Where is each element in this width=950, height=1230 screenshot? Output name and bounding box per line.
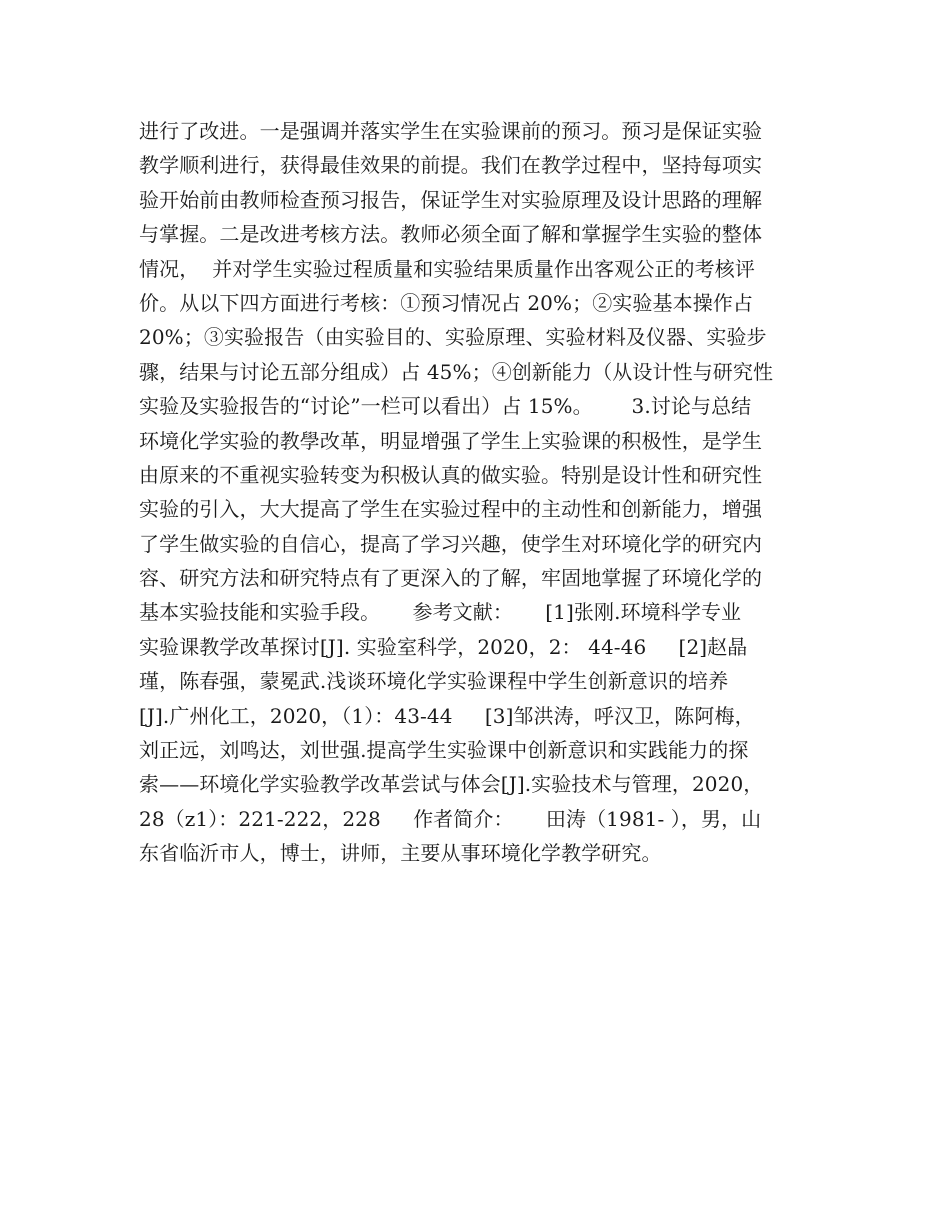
text-line: 20%；③实验报告（由实验目的、实验原理、实验材料及仪器、实验步 [139, 325, 767, 350]
text-line: 容、研究方法和研究特点有了更深入的了解，牢固地掌握了环境化学的 [139, 566, 763, 591]
text-line: 瑾，陈春强，蒙冕武.浅谈环境化学实验课程中学生创新意识的培养 [139, 669, 729, 694]
text-line: 教学顺利进行，获得最佳效果的前提。我们在教学过程中，坚持每项实 [139, 153, 763, 178]
text-line: 环境化学实验的教學改革，明显增强了学生上实验课的积极性，是学生 [139, 428, 763, 453]
text-line: 实验课教学改革探讨[J]. 实验室科学，2020，2： 44-46 [2]赵晶 [139, 634, 748, 659]
body-text [139, 114, 829, 871]
text-line: 了学生做实验的自信心，提高了学习兴趣，使学生对环境化学的研究内 [139, 531, 763, 556]
text-line: 骤，结果与讨论五部分组成）占 45%；④创新能力（从设计性与研究性 [139, 359, 774, 384]
text-line: 与掌握。二是改进考核方法。教师必须全面了解和掌握学生实验的整体 [139, 222, 763, 247]
text-line: 东省临沂市人，博士，讲师，主要从事环境化学教学研究。 [139, 841, 662, 866]
text-line: 实验及实验报告的“讨论”一栏可以看出）占 15%。 3.讨论与总结 [139, 394, 752, 419]
text-line: 价。从以下四方面进行考核：①预习情况占 20%；②实验基本操作占 [139, 290, 754, 315]
text-line: 情况， 并对学生实验过程质量和实验结果质量作出客观公正的考核评 [139, 256, 755, 281]
text-line: 进行了改进。一是强调并落实学生在实验课前的预习。预习是保证实验 [139, 119, 763, 143]
text-line: 刘正远，刘鸣达，刘世强.提高学生实验课中创新意识和实践能力的探 [139, 738, 749, 763]
text-line: 由原来的不重视实验转变为积极认真的做实验。特别是设计性和研究性 [139, 462, 763, 487]
text-line: 验开始前由教师检查预习报告，保证学生对实验原理及设计思路的理解 [139, 187, 763, 212]
text-line: [J].广州化工，2020，（1）：43-44 [3]邹洪涛，呼汉卫，陈阿梅， [139, 703, 755, 728]
text-line: 基本实验技能和实验手段。 参考文献： [1]张刚.环境科学专业 [139, 600, 742, 625]
text-line: 28（z1）：221-222，228 作者简介： 田涛（1981- ），男，山 [139, 806, 762, 831]
text-line: 索——环境化学实验教学改革尝试与体会[J].实验技术与管理，2020， [139, 772, 764, 797]
text-line: 实验的引入，大大提高了学生在实验过程中的主动性和创新能力，增强 [139, 497, 763, 522]
